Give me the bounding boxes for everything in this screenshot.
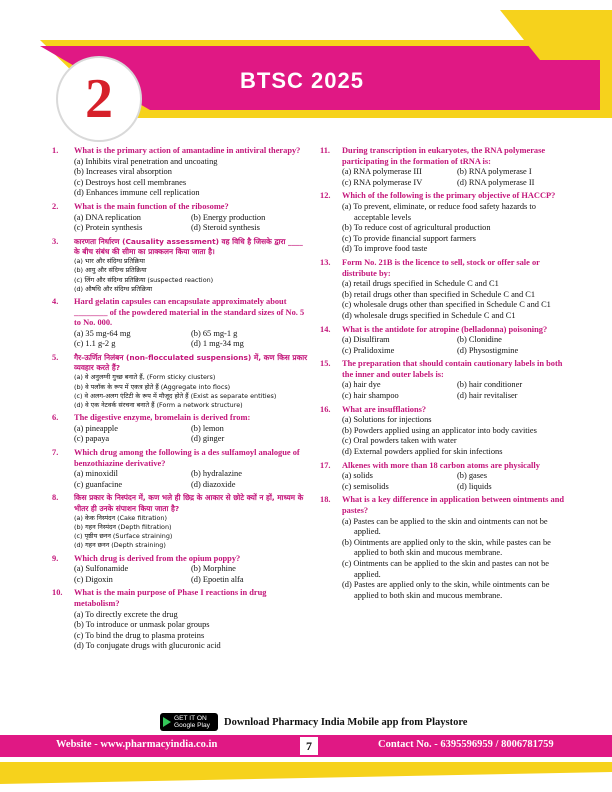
question-number: 13.: [320, 257, 331, 267]
option: (d) Epoetin alfa: [191, 574, 244, 584]
option: (b) To reduce cost of agricultural production: [342, 223, 491, 233]
page-number: 7: [300, 737, 318, 755]
option: (c) Ointments can be applied to the skin and pastes can not be applied.: [342, 558, 549, 579]
option: (d) Physostigmine: [457, 345, 519, 355]
question-number: 2.: [52, 201, 59, 211]
question-11: [320, 146, 572, 188]
question-number: 3.: [52, 236, 59, 246]
question-text: The digestive enzyme, bromelain is derived from:: [74, 413, 251, 423]
option: (a) retail drugs specified in Schedule C and C1: [342, 279, 499, 289]
question-5: [52, 353, 308, 410]
website-link[interactable]: Website - www.pharmacyindia.co.in: [56, 739, 218, 750]
option: (d) Pastes are applied only to the skin, while ointments can be applied to both skin and mucous membrane.: [342, 580, 550, 600]
right-column: [320, 146, 572, 604]
option: (c) papaya: [74, 434, 110, 444]
question-number: 9.: [52, 553, 59, 563]
question-16: [320, 405, 572, 458]
option: (d) 1 mg-34 mg: [191, 339, 244, 349]
option: (b) 65 mg-1 g: [191, 328, 238, 338]
option: (c) To provide financial support farmers: [342, 233, 476, 243]
question-number: 15.: [320, 359, 331, 369]
question-text: Hard gelatin capsules can encapsulate approximately about ________ of the powdered material in the standard sizes of No. 5 to No. 000.: [74, 296, 305, 328]
option: (d) To conjugate drugs with glucuronic acid: [74, 641, 221, 651]
option: (a) pineapple: [74, 423, 118, 433]
question-text: During transcription in eukaryotes, the RNA polymerase participating in the formation of tRNA is:: [342, 146, 546, 166]
question-text: What is a key difference in application between ointments and pastes?: [342, 495, 565, 515]
left-column: [52, 146, 308, 655]
option: (b) गहन निस्पंदन (Depth filtration): [74, 522, 172, 531]
option: (b) To introduce or unmask polar groups: [74, 620, 210, 630]
option: (a) RNA polymerase III: [342, 167, 422, 177]
option: (b) hair conditioner: [457, 380, 523, 390]
question-number: 18.: [320, 495, 331, 505]
option: (b) retail drugs other than specified in Schedule C and C1: [342, 289, 536, 299]
option: (b) Morphine: [191, 564, 236, 574]
option: (c) hair shampoo: [342, 391, 399, 401]
question-number: 12.: [320, 191, 331, 201]
question-9: [52, 554, 308, 586]
question-3: [52, 237, 308, 294]
option: (a) To directly excrete the drug: [74, 609, 178, 619]
option: (d) wholesale drugs specified in Schedule C and C1: [342, 310, 516, 320]
question-6: [52, 413, 308, 445]
option: (c) पृष्ठीय छनन (Surface straining): [74, 532, 173, 541]
question-text: Which drug is derived from the opium poppy?: [74, 553, 241, 563]
option: (b) Ointments are applied only to the skin, while pastes can be applied to both skin and mucous membrane.: [342, 537, 551, 558]
option: (d) To improve food taste: [342, 244, 428, 254]
question-text: Which drug among the following is a des sulfamoyl analogue of benzothiazine derivative?: [74, 447, 300, 468]
playstore-line-2: Google Play: [174, 722, 210, 729]
question-text: किस प्रकार के निस्पंदन में, कण भले ही छिद्र के आकार से छोटे क्यों न हों, माध्यम के भीतर ही उनके संपाशन किया जाता है?: [74, 493, 304, 513]
page-title: BTSC 2025: [240, 68, 364, 93]
question-text: कारणता निर्धारण (Causality assessment) वह विधि है जिसके द्वारा ____ के बीच संबंध की सीमा का प्राक्कलन किया जाता है।: [74, 236, 303, 256]
question-17: [320, 461, 572, 493]
option: (b) आयु और संदिग्ध प्रतिक्रिया: [74, 266, 147, 275]
question-8: [52, 493, 308, 550]
option: (a) Disulfiram: [342, 335, 390, 345]
footer-stripe-graphic: [0, 758, 612, 792]
question-text: What is the primary action of amantadine in antiviral therapy?: [74, 146, 301, 155]
option: (a) Sulfonamide: [74, 564, 129, 574]
question-number: 8.: [52, 493, 59, 503]
page-header: [0, 0, 612, 140]
option: (d) Steroid synthesis: [191, 223, 260, 233]
app-download-banner: [160, 712, 467, 732]
option: (d) hair revitaliser: [457, 391, 518, 401]
page-footer: [0, 735, 612, 757]
option: (d) गहन छनन (Depth straining): [74, 541, 166, 550]
question-number: 14.: [320, 324, 331, 334]
question-text: Alkenes with more than 18 carbon atoms are physically: [342, 460, 540, 470]
question-set-number-badge: [56, 56, 142, 142]
option: (d) liquids: [457, 481, 492, 491]
question-10: [52, 588, 308, 652]
option: (a) Inhibits viral penetration and uncoating: [74, 156, 218, 166]
question-1: [52, 146, 308, 199]
question-text: What is the main purpose of Phase I reactions in drug metabolism?: [74, 588, 267, 608]
option: (c) wholesale drugs other than specified in Schedule C and C1: [342, 300, 551, 310]
option: (a) DNA replication: [74, 212, 141, 222]
footer-decoration: [0, 758, 612, 792]
question-number: 1.: [52, 146, 59, 155]
question-text: Form No. 21B is the licence to sell, stock or offer sale or distribute by:: [342, 257, 540, 278]
option: (b) gases: [457, 471, 487, 481]
option: (b) hydralazine: [191, 469, 242, 479]
question-text: What is the main function of the ribosome?: [74, 201, 229, 211]
option: (c) 1.1 g-2 g: [74, 339, 116, 349]
option: (d) diazoxide: [191, 479, 236, 489]
option: (c) Destroys host cell membranes: [74, 177, 187, 187]
option: (c) semisolids: [342, 481, 389, 491]
question-number: 6.: [52, 413, 59, 423]
option: (a) भार और संदिग्ध प्रतिक्रिया: [74, 257, 145, 266]
option: (a) Pastes can be applied to the skin and ointments can not be applied.: [342, 516, 548, 537]
question-text: Which of the following is the primary objective of HACCP?: [342, 191, 556, 201]
question-18: [320, 495, 572, 601]
question-text: What are insufflations?: [342, 404, 427, 414]
question-14: [320, 325, 572, 357]
option: (a) वे अनुलग्नी गुच्छ बनाते हैं, (Form sticky clusters): [74, 373, 216, 382]
option: (a) hair dye: [342, 380, 381, 390]
question-12: [320, 191, 572, 255]
question-set-number: 2: [85, 68, 113, 130]
option: (a) solids: [342, 471, 373, 481]
question-number: 4.: [52, 296, 59, 306]
question-2: [52, 202, 308, 234]
option: (d) Enhances immune cell replication: [74, 188, 200, 198]
option: (d) External powders applied for skin infections: [342, 447, 503, 457]
question-4: [52, 297, 308, 350]
download-app-text: Download Pharmacy India Mobile app from Playstore: [224, 716, 468, 728]
question-number: 17.: [320, 460, 331, 470]
option: (d) औषधि और संदिग्ध प्रतिक्रिया: [74, 284, 153, 293]
question-number: 5.: [52, 352, 59, 362]
option: (c) वे अलग-अलग एंटिटी के रूप में मौजूद होते हैं (Exist as separate entities): [74, 391, 277, 400]
option: (b) Clonidine: [457, 335, 502, 345]
option: (b) Powders applied using an applicator into body cavities: [342, 425, 537, 435]
option: (c) RNA polymerase IV: [342, 177, 423, 187]
question-7: [52, 448, 308, 490]
option: (b) RNA polymerase I: [457, 167, 532, 177]
question-number: 7.: [52, 447, 59, 457]
option: (c) लिंग और संदिग्ध प्रतिक्रिया (suspected reaction): [74, 275, 214, 284]
option: (b) वे पलॉक के रूप में एकत्र होते हैं (Aggregate into flocs): [74, 382, 231, 391]
playstore-line-1: GET IT ON: [174, 715, 207, 722]
option: (a) minoxidil: [74, 469, 118, 479]
question-15: [320, 359, 572, 401]
option: (d) RNA polymerase II: [457, 177, 535, 187]
option: (c) Pralidoxime: [342, 345, 395, 355]
google-play-badge[interactable]: [160, 713, 218, 731]
question-number: 11.: [320, 146, 331, 155]
option: (c) Oral powders taken with water: [342, 436, 457, 446]
play-store-icon: [163, 717, 171, 727]
option: (a) 35 mg-64 mg: [74, 328, 131, 338]
option: (a) To prevent, eliminate, or reduce food safety hazards to acceptable levels: [342, 201, 536, 222]
option: (a) Solutions for injections: [342, 415, 432, 425]
option: (d) ginger: [191, 434, 225, 444]
option: (b) lemon: [191, 423, 224, 433]
question-number: 16.: [320, 404, 331, 414]
contact-numbers: Contact No. - 6395596959 / 8006781759: [378, 739, 554, 750]
question-text: What is the antidote for atropine (belladonna) poisoning?: [342, 324, 548, 334]
option: (c) Protein synthesis: [74, 223, 143, 233]
option: (a) केक निस्पंदन (Cake filtration): [74, 513, 167, 522]
question-13: [320, 258, 572, 322]
option: (b) Increases viral absorption: [74, 167, 172, 177]
option: (c) Digoxin: [74, 574, 113, 584]
question-number: 10.: [52, 588, 63, 598]
option: (c) guanfacine: [74, 479, 123, 489]
question-text: The preparation that should contain cautionary labels in both the inner and outer labels is:: [342, 359, 563, 379]
option: (c) To bind the drug to plasma proteins: [74, 630, 205, 640]
question-text: गैर-ऊर्णित निलंबन (non-flocculated suspensions) में, कण किस प्रकार व्यवहार करते हैं?: [74, 352, 308, 373]
option: (b) Energy production: [191, 212, 266, 222]
option: (d) वे एक नेटवर्क संरचना बनाते हैं (Form a network structure): [74, 400, 243, 409]
